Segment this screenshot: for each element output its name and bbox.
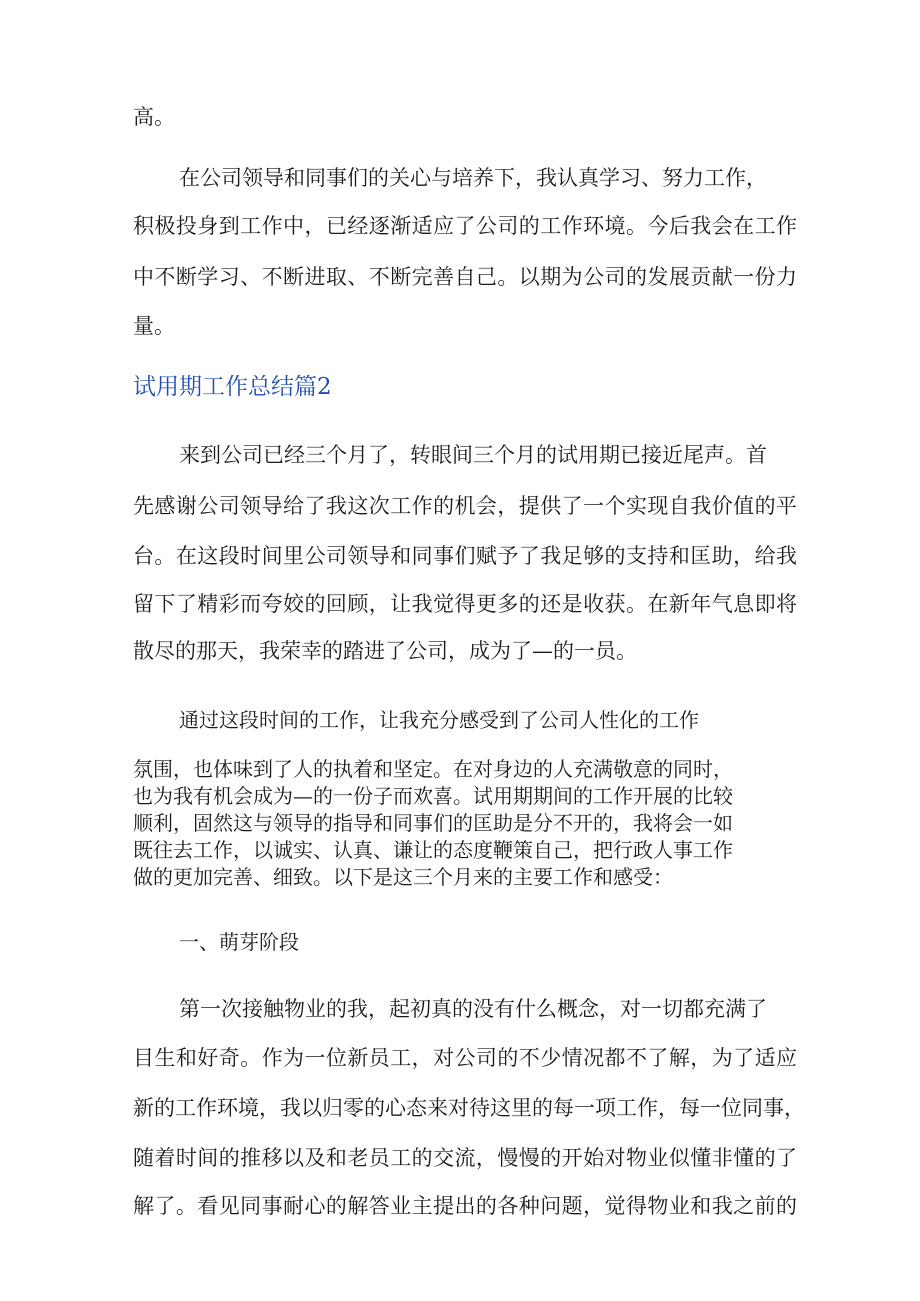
paragraph-3-line-3: 新的工作环境，我以归零的心态来对待这里的每一项工作，每一位同事， <box>133 1096 805 1120</box>
paragraph-1-line-4: 留下了精彩而夸姣的回顾，让我觉得更多的还是收获。在新年气息即将 <box>133 592 797 616</box>
paragraph-1-line-1: 来到公司已经三个月了，转眼间三个月的试用期已接近尾声。首 <box>179 443 767 467</box>
paragraph-1-line-5: 散尽的那天，我荣幸的踏进了公司，成为了—的一员。 <box>133 639 637 663</box>
paragraph-1-line-2: 先感谢公司领导给了我这次工作的机会，提供了一个实现自我价值的平 <box>133 494 797 518</box>
paragraph-3-line-4: 随着时间的推移以及和老员工的交流，慢慢的开始对物业似懂非懂的了 <box>133 1146 797 1170</box>
paragraph-2-line-2: 氛围，也体味到了人的执着和坚定。在对身边的人充满敬意的同时， <box>133 757 733 781</box>
paragraph-2-line-1: 通过这段时间的工作，让我充分感受到了公司人性化的工作 <box>179 708 699 732</box>
paragraph-2-line-6: 做的更加完善、细致。以下是这三个月来的主要工作和感受： <box>133 865 673 889</box>
paragraph-3-line-2: 目生和好奇。作为一位新员工，对公司的不少情况都不了解，为了适应 <box>133 1046 797 1070</box>
paragraph-2-line-5: 既往去工作，以诚实、认真、谦让的态度鞭策自己，把行政人事工作 <box>133 838 733 862</box>
paragraph-intro-line-2: 积极投身到工作中，已经逐渐适应了公司的工作环境。今后我会在工作 <box>133 214 797 238</box>
paragraph-2-line-3: 也为我有机会成为—的一份子而欢喜。试用期期间的工作开展的比较 <box>133 784 733 808</box>
paragraph-intro-line-4: 量。 <box>133 314 175 338</box>
paragraph-intro-line-3: 中不断学习、不断进取、不断完善自己。以期为公司的发展贡献一份力 <box>133 265 797 289</box>
paragraph-3-line-1: 第一次接触物业的我，起初真的没有什么概念，对一切都充满了 <box>179 997 767 1021</box>
continuation-line: 高。 <box>133 105 175 129</box>
paragraph-1-line-3: 台。在这段时间里公司领导和同事们赋予了我足够的支持和匡助，给我 <box>133 544 797 568</box>
section-heading: 试用期工作总结篇2 <box>133 374 332 400</box>
paragraph-intro-line-1: 在公司领导和同事们的关心与培养下，我认真学习、努力工作， <box>179 166 767 190</box>
paragraph-2-line-4: 顺利，固然这与领导的指导和同事们的匡助是分不开的，我将会一如 <box>133 811 733 835</box>
subheading: 一、萌芽阶段 <box>179 930 299 954</box>
paragraph-3-line-5: 解了。看见同事耐心的解答业主提出的各种问题，觉得物业和我之前的 <box>133 1194 797 1218</box>
